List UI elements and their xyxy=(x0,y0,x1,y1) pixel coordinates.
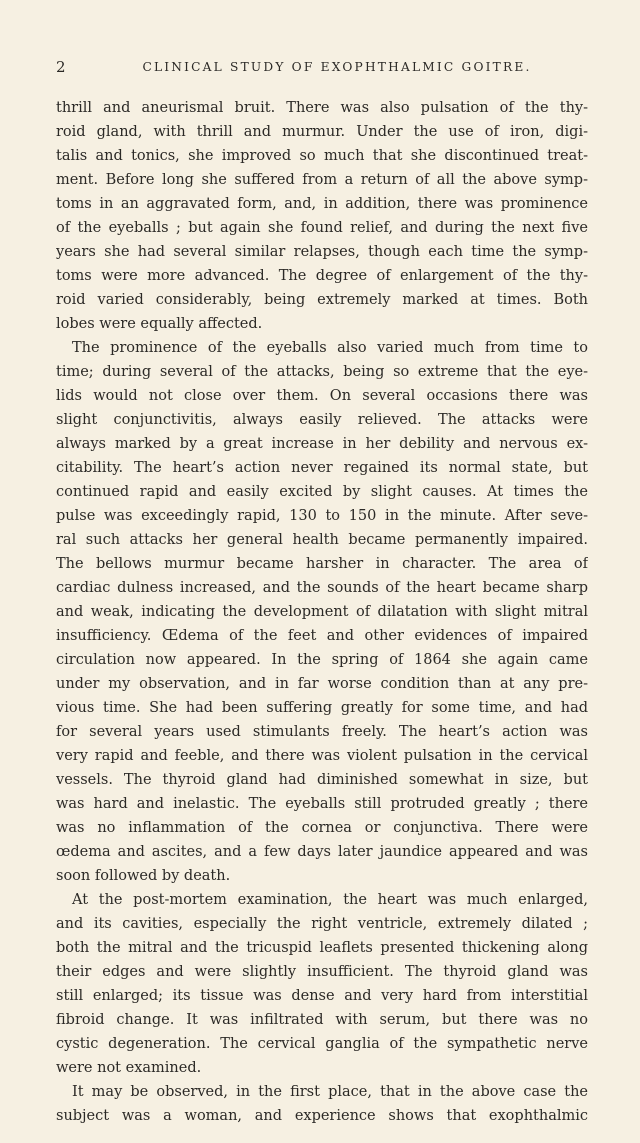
text-line: subject was a woman, and experience shows that exophthalmic xyxy=(56,1108,588,1124)
text-line: and weak, indicating the development of dilatation with slight mitral xyxy=(56,604,588,620)
text-line: œdema and ascites, and a few days later jaundice appeared and was xyxy=(56,844,588,860)
text-line: and its cavities, especially the right ventricle, extremely dilated ; xyxy=(56,916,588,932)
text-line: The bellows murmur became harsher in character. The area of xyxy=(56,556,588,572)
text-line: of the eyeballs ; but again she found relief, and during the next five xyxy=(56,220,588,236)
text-line: roid gland, with thrill and murmur. Under the use of iron, digi- xyxy=(56,124,588,140)
text-line: cardiac dulness increased, and the sounds of the heart became sharp xyxy=(56,580,588,596)
text-line: their edges and were slightly insufficient. The thyroid gland was xyxy=(56,964,588,980)
text-line: lobes were equally affected. xyxy=(56,316,263,332)
text-line: insufficiency. Œdema of the feet and other evidences of impaired xyxy=(56,628,588,644)
text-line: slight conjunctivitis, always easily relieved. The attacks were xyxy=(56,412,588,428)
text-line: for several years used stimulants freely. The heart’s action was xyxy=(56,724,588,740)
text-line: both the mitral and the tricuspid leaflets presented thickening along xyxy=(56,940,588,956)
page-header xyxy=(56,0,588,92)
running-head: CLINICAL STUDY OF EXOPHTHALMIC GOITRE. xyxy=(142,60,532,74)
text-line: toms in an aggravated form, and, in addition, there was prominence xyxy=(56,196,588,212)
text-line: still enlarged; its tissue was dense and very hard from interstitial xyxy=(56,988,588,1004)
text-line: fibroid change. It was infiltrated with serum, but there was no xyxy=(56,1012,588,1028)
text-line: It may be observed, in the first place, that in the above case the xyxy=(72,1084,588,1100)
page-number: 2 xyxy=(56,58,67,76)
text-line: citability. The heart’s action never regained its normal state, but xyxy=(56,460,588,476)
text-line: continued rapid and easily excited by slight causes. At times the xyxy=(56,484,588,500)
text-line: under my observation, and in far worse condition than at any pre- xyxy=(56,676,588,692)
text-line: very rapid and feeble, and there was violent pulsation in the cervical xyxy=(56,748,588,764)
text-line: pulse was exceedingly rapid, 130 to 150 in the minute. After seve- xyxy=(56,508,588,524)
text-line: talis and tonics, she improved so much that she discontinued treat- xyxy=(56,148,588,164)
text-line: The prominence of the eyeballs also varied much from time to xyxy=(72,340,588,356)
text-line: years she had several similar relapses, though each time the symp- xyxy=(56,244,588,260)
text-line: vessels. The thyroid gland had diminished somewhat in size, but xyxy=(56,772,588,788)
text-line: was hard and inelastic. The eyeballs still protruded greatly ; there xyxy=(56,796,588,812)
text-line: ment. Before long she suffered from a return of all the above symp- xyxy=(56,172,588,188)
text-line: always marked by a great increase in her debility and nervous ex- xyxy=(56,436,588,452)
text-line: roid varied considerably, being extremely marked at times. Both xyxy=(56,292,588,308)
text-line: circulation now appeared. In the spring of 1864 she again came xyxy=(56,652,588,668)
text-line: vious time. She had been suffering greatly for some time, and had xyxy=(56,700,588,716)
text-line: soon followed by death. xyxy=(56,868,231,884)
text-line: thrill and aneurismal bruit. There was also pulsation of the thy- xyxy=(56,100,588,116)
text-line: ral such attacks her general health became permanently impaired. xyxy=(56,532,588,548)
text-line: At the post-mortem examination, the heart was much enlarged, xyxy=(72,892,588,908)
text-line: cystic degeneration. The cervical ganglia of the sympathetic nerve xyxy=(56,1036,588,1052)
text-line: time; during several of the attacks, being so extreme that the eye- xyxy=(56,364,588,380)
body-text xyxy=(56,96,588,1128)
text-line: lids would not close over them. On several occasions there was xyxy=(56,388,588,404)
text-line: was no inflammation of the cornea or conjunctiva. There were xyxy=(56,820,588,836)
text-line: were not examined. xyxy=(56,1060,202,1076)
text-line: toms were more advanced. The degree of enlargement of the thy- xyxy=(56,268,588,284)
